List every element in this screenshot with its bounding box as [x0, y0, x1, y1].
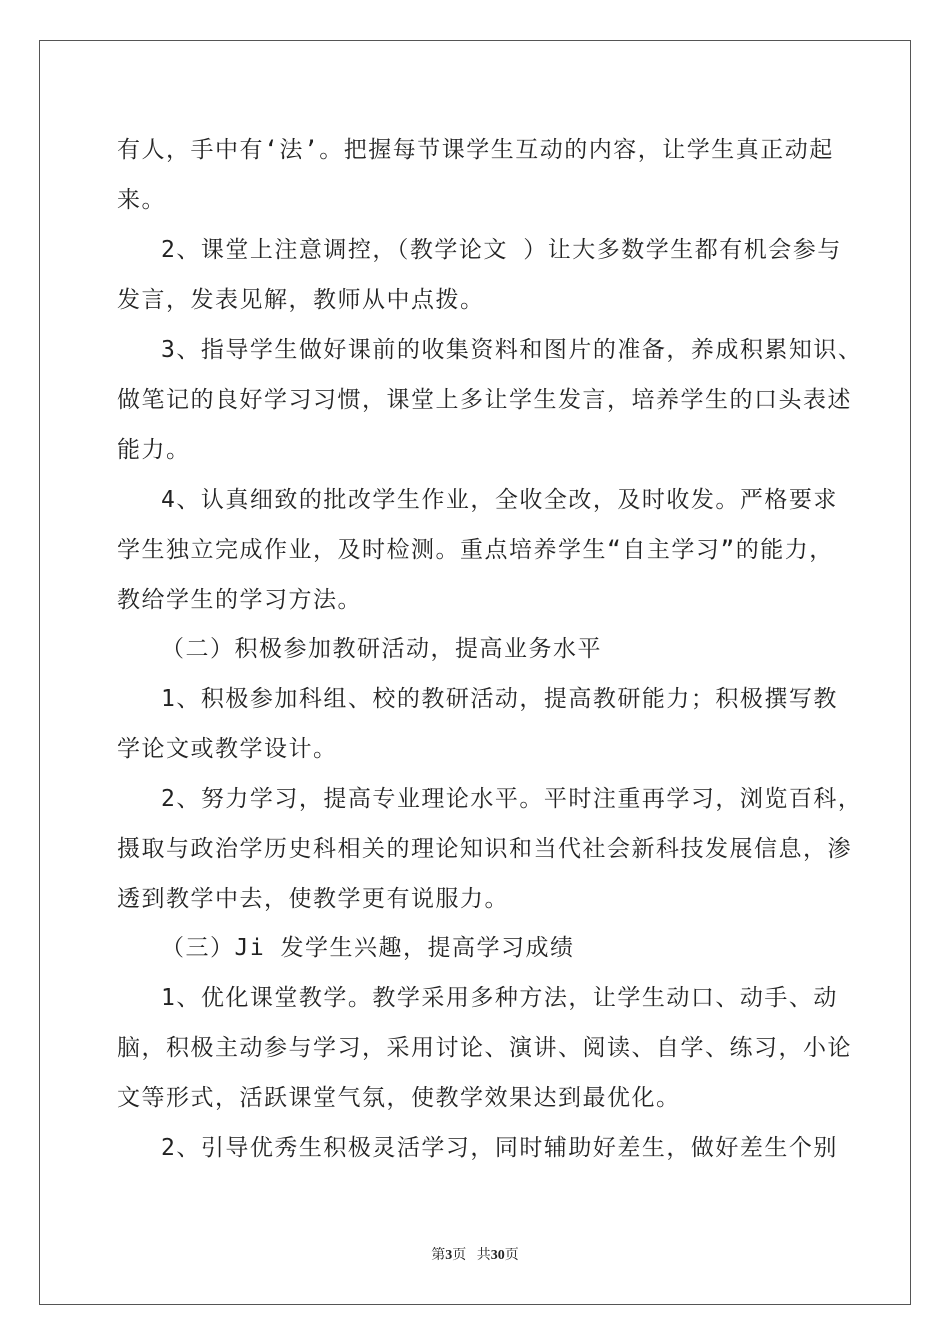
text-line: 发言，发表见解，教师从中点拨。: [117, 287, 485, 313]
page-footer: [0, 1244, 950, 1264]
total-suffix: 页: [504, 1248, 519, 1263]
page-total: 30: [490, 1248, 505, 1263]
text-line: 能力。: [117, 437, 191, 463]
page-suffix: 页: [452, 1248, 467, 1263]
text-line: 透到教学中去，使教学更有说服力。: [117, 886, 509, 912]
section-heading: （三）Ji 发学生兴趣，提高学习成绩: [161, 935, 575, 961]
text-line: 3、指导学生做好课前的收集资料和图片的准备，养成积累知识、: [161, 337, 863, 363]
text-line: 教给学生的学习方法。: [117, 587, 362, 613]
page-prefix: 第: [431, 1248, 446, 1263]
text-line: 脑，积极主动参与学习，采用讨论、演讲、阅读、自学、练习，小论: [117, 1035, 852, 1061]
text-line: 2、努力学习，提高专业理论水平。平时注重再学习，浏览百科，: [161, 786, 863, 812]
text-line: 学生独立完成作业，及时检测。重点培养学生“自主学习”的能力，: [117, 537, 834, 563]
text-line: 来。: [117, 187, 166, 213]
text-line: 2、课堂上注意调控，（教学论文 ）让大多数学生都有机会参与: [161, 237, 842, 263]
text-line: 1、优化课堂教学。教学采用多种方法，让学生动口、动手、动: [161, 985, 838, 1011]
text-line: 做笔记的良好学习习惯，课堂上多让学生发言，培养学生的口头表述: [117, 387, 852, 413]
text-line: 摄取与政治学历史科相关的理论知识和当代社会新科技发展信息，渗: [117, 836, 852, 862]
page-current: 3: [445, 1248, 453, 1263]
text-line: 4、认真细致的批改学生作业，全收全改，及时收发。严格要求: [161, 487, 838, 513]
text-line: 2、引导优秀生积极灵活学习，同时辅助好差生，做好差生个别: [161, 1135, 838, 1161]
text-line: 1、积极参加科组、校的教研活动，提高教研能力；积极撰写教: [161, 686, 838, 712]
total-prefix: 共: [476, 1248, 491, 1263]
section-heading: （二）积极参加教研活动，提高业务水平: [161, 636, 602, 662]
text-line: 学论文或教学设计。: [117, 736, 338, 762]
text-line: 文等形式，活跃课堂气氛，使教学效果达到最优化。: [117, 1085, 681, 1111]
text-line: 有人，手中有‘法’。把握每节课学生互动的内容，让学生真正动起: [117, 137, 834, 163]
